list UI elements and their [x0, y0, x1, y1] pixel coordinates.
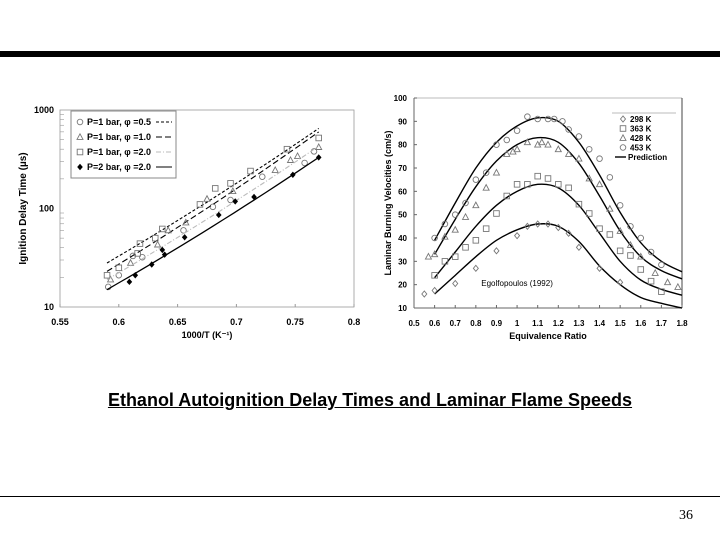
x-tick-label: 1.2	[552, 319, 564, 328]
x-tick-label: 0.65	[168, 317, 187, 327]
x-tick-label: 1.6	[635, 319, 647, 328]
x-tick-label: 0.55	[51, 317, 69, 327]
x-axis-label: Equivalence Ratio	[509, 331, 587, 341]
y-axis-label: Ignition Delay Time (µs)	[18, 152, 29, 265]
triangle-marker	[514, 146, 520, 152]
prediction-curve	[435, 184, 682, 295]
y-tick-label: 30	[398, 257, 407, 267]
square-marker	[620, 126, 626, 132]
x-tick-label: 0.9	[490, 319, 503, 328]
legend-label: Prediction	[628, 153, 668, 162]
triangle-marker	[463, 214, 469, 220]
triangle-marker	[555, 146, 561, 152]
x-tick-label: 1.7	[655, 319, 667, 328]
circle-marker	[586, 147, 592, 153]
circle-marker	[504, 137, 510, 143]
diamond-marker	[494, 248, 499, 254]
x-tick-label: 1.1	[532, 319, 544, 328]
x-tick-label: 0.8	[347, 317, 361, 327]
x-axis-label: 1000/T (K⁻¹)	[181, 330, 233, 340]
prediction-curve	[435, 224, 682, 308]
square-marker	[494, 211, 500, 217]
triangle-marker	[425, 253, 431, 259]
x-tick-label: 1.3	[573, 319, 585, 328]
circle-marker	[576, 134, 582, 140]
ignition-delay-chart	[18, 105, 360, 340]
x-tick-label: 0.7	[230, 317, 243, 327]
diamond-marker	[453, 281, 458, 287]
legend-label: P=1 bar, φ =1.0	[87, 132, 151, 142]
square-marker	[545, 176, 551, 182]
x-tick-label: 1.4	[593, 319, 606, 328]
x-tick-label: 0.6	[112, 317, 126, 327]
square-marker	[463, 245, 469, 251]
x-tick-label: 1.5	[614, 319, 626, 328]
y-tick-label: 70	[398, 164, 407, 173]
circle-marker	[525, 114, 531, 120]
y-tick-label: 100	[393, 94, 407, 103]
circle-marker	[597, 156, 603, 162]
triangle-marker	[665, 279, 671, 285]
square-marker	[473, 238, 479, 244]
slide-title: Ethanol Autoignition Delay Times and Laminar Flame Speeds	[107, 390, 633, 410]
bottom-rule	[0, 496, 720, 497]
x-tick-label: 0.7	[449, 319, 461, 328]
circle-marker	[514, 128, 520, 134]
diamond-marker	[576, 244, 581, 250]
legend-label: 428 K	[630, 134, 652, 143]
legend-label: 453 K	[630, 143, 652, 153]
legend-label: P=2 bar, φ =2.0	[87, 162, 151, 172]
square-marker	[483, 226, 489, 232]
triangle-marker	[576, 155, 582, 161]
legend-label: 363 K	[630, 124, 652, 134]
square-marker	[535, 173, 541, 179]
triangle-marker	[493, 169, 499, 175]
square-marker	[648, 278, 654, 284]
diamond-marker	[422, 291, 427, 297]
triangle-marker	[452, 227, 458, 233]
circle-marker	[545, 116, 551, 122]
triangle-marker	[597, 181, 603, 187]
square-marker	[514, 182, 520, 188]
y-tick-label: 50	[398, 210, 407, 220]
y-tick-label: 10	[43, 302, 54, 312]
legend-label: P=1 bar, φ =0.5	[87, 117, 151, 127]
x-tick-label: 1	[514, 319, 520, 328]
page-number: 36	[679, 508, 693, 523]
x-tick-label: 1.8	[676, 319, 688, 328]
circle-marker	[607, 175, 613, 181]
square-marker	[628, 253, 634, 259]
diamond-marker	[473, 265, 478, 271]
y-axis-label: Laminar Burning Velocities (cm/s)	[383, 130, 393, 276]
diamond-marker	[515, 233, 520, 239]
y-tick-label: 60	[398, 187, 407, 197]
circle-marker	[452, 212, 458, 218]
circle-marker	[560, 119, 566, 125]
y-tick-label: 90	[398, 117, 407, 127]
circle-marker	[620, 145, 626, 151]
triangle-marker	[483, 185, 489, 191]
triangle-marker	[620, 135, 626, 141]
circle-marker	[473, 177, 479, 183]
diamond-marker	[621, 116, 626, 122]
circle-marker	[617, 203, 623, 209]
y-tick-label: 80	[398, 140, 407, 150]
circle-marker	[535, 116, 541, 122]
annotation-label: Egolfopoulos (1992)	[481, 278, 553, 288]
x-tick-label: 0.5	[408, 319, 420, 328]
circle-marker	[638, 235, 644, 241]
legend	[71, 111, 176, 178]
triangle-marker	[545, 141, 551, 147]
legend-label: P=1 bar, φ =2.0	[87, 147, 151, 157]
x-tick-label: 0.75	[286, 317, 304, 327]
flame-speed-chart	[383, 94, 688, 341]
triangle-marker	[652, 270, 658, 276]
square-marker	[566, 185, 572, 191]
y-tick-label: 100	[38, 203, 54, 214]
legend-label: 298 K	[630, 115, 652, 124]
y-tick-label: 1000	[33, 105, 54, 115]
x-tick-label: 0.6	[429, 319, 441, 328]
x-tick-label: 0.8	[470, 319, 482, 328]
triangle-marker	[473, 202, 479, 208]
triangle-marker	[607, 206, 613, 212]
square-marker	[638, 267, 644, 273]
legend	[612, 113, 676, 162]
y-tick-label: 40	[398, 234, 407, 243]
triangle-marker	[539, 139, 545, 145]
square-marker	[617, 248, 623, 254]
circle-marker	[659, 262, 665, 268]
y-tick-label: 10	[398, 304, 407, 313]
square-marker	[607, 232, 613, 238]
y-tick-label: 20	[398, 280, 407, 290]
triangle-marker	[675, 284, 681, 290]
